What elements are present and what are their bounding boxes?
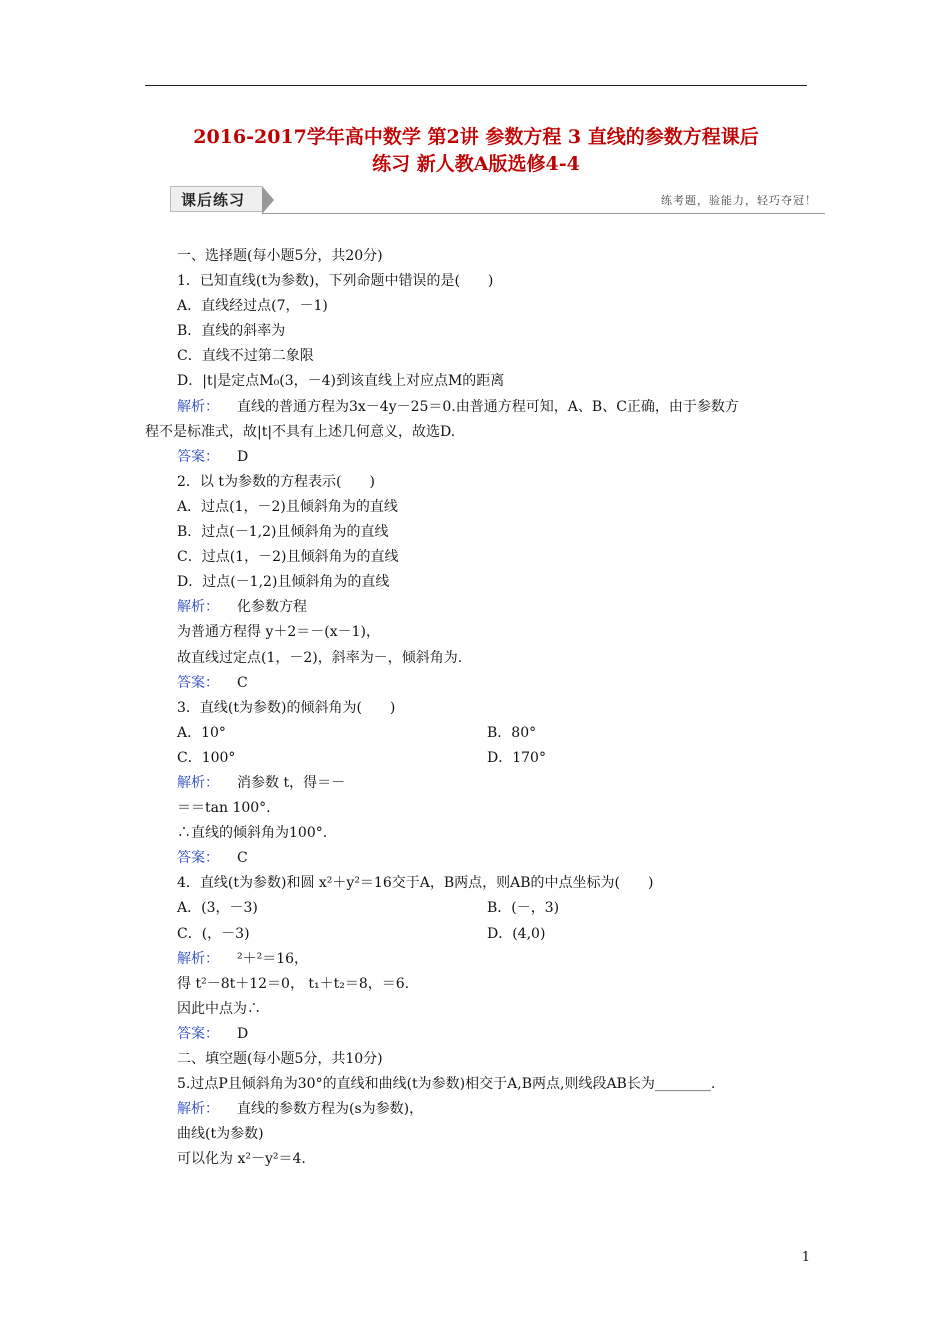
q5-analysis-3: 可以化为 x²－y²＝4.	[177, 1151, 306, 1168]
q2-analysis: 解析： 化参数方程	[177, 599, 307, 616]
q4-option-a: A．(3，－3)	[177, 900, 258, 917]
q2-analysis-2: 为普通方程得 y＋2＝－(x－1)，	[177, 624, 380, 641]
q3-option-b: B．80°	[487, 724, 537, 741]
q1-option-d: D．|t|是定点M₀(3，－4)到该直线上对应点M的距离	[177, 373, 505, 390]
banner-slogan: 练考题，验能力，轻巧夺冠！	[661, 194, 817, 207]
q3-option-a: A．10°	[177, 724, 226, 741]
exercise-content	[145, 244, 810, 1172]
q1-option-b: B．直线的斜率为	[177, 323, 286, 340]
q1-answer: 答案： D	[177, 448, 249, 465]
document-title	[140, 124, 812, 178]
q4-analysis-3: 因此中点为∴	[177, 1000, 261, 1017]
q4-options-row-2	[145, 922, 810, 947]
q5-analysis-2: 曲线(t为参数)	[177, 1126, 264, 1143]
banner-rule	[262, 213, 825, 214]
question-5: 5.过点P且倾斜角为30°的直线和曲线(t为参数)相交于A,B两点,则线段AB长为________.	[177, 1076, 716, 1093]
q2-option-b: B．过点(－1,2)且倾斜角为的直线	[177, 524, 389, 541]
banner-arrow-icon	[262, 186, 274, 214]
answer-label: 答案：	[177, 674, 219, 691]
answer-label: 答案：	[177, 448, 219, 465]
q3-options-row-1	[145, 721, 810, 746]
analysis-label: 解析：	[177, 774, 219, 791]
q3-analysis: 解析： 消参数 t，得＝－	[177, 774, 346, 791]
q5-analysis: 解析： 直线的参数方程为(s为参数)，	[177, 1101, 424, 1118]
q4-option-d: D．(4,0)	[487, 925, 546, 942]
analysis-label: 解析：	[177, 1101, 219, 1118]
q4-analysis: 解析： ²＋²＝16，	[177, 950, 309, 967]
analysis-label: 解析：	[177, 950, 219, 967]
q4-option-b: B．(－，3)	[487, 900, 560, 917]
section-heading-choice: 一、选择题(每小题5分，共20分)	[177, 248, 383, 264]
answer-label: 答案：	[177, 1025, 219, 1042]
q4-analysis-2: 得 t²－8t＋12＝0， t₁＋t₂＝8，＝6.	[177, 975, 410, 992]
q2-option-d: D．过点(－1,2)且倾斜角为的直线	[177, 574, 390, 591]
q4-answer: 答案： D	[177, 1025, 249, 1042]
q3-analysis-3: ∴直线的倾斜角为100°.	[177, 825, 328, 842]
page-number: 1	[801, 1250, 810, 1265]
q2-analysis-3: 故直线过定点(1，－2)，斜率为－，倾斜角为.	[177, 649, 463, 666]
question-1: 1．已知直线(t为参数)，下列命题中错误的是( )	[177, 273, 494, 290]
question-3: 3．直线(t为参数)的倾斜角为( )	[177, 699, 396, 716]
q2-answer: 答案： C	[177, 674, 248, 691]
analysis-label: 解析：	[177, 599, 219, 616]
section-heading-fill: 二、填空题(每小题5分，共10分)	[177, 1051, 383, 1067]
q1-analysis-cont: 程不是标准式，故|t|不具有上述几何意义，故选D.	[145, 423, 456, 440]
banner-label: 课后练习	[170, 186, 262, 212]
q4-option-c: C．(，－3)	[177, 925, 250, 942]
answer-label: 答案：	[177, 850, 219, 867]
q2-option-a: A．过点(1，－2)且倾斜角为的直线	[177, 498, 398, 515]
question-4: 4．直线(t为参数)和圆 x²＋y²＝16交于A，B两点，则AB的中点坐标为( )	[177, 875, 654, 892]
analysis-label: 解析：	[177, 398, 219, 415]
title-line-2: 练习 新人教A版选修4-4	[372, 153, 580, 175]
q3-option-d: D．170°	[487, 749, 546, 766]
q1-analysis: 解析： 直线的普通方程为3x－4y－25＝0.由普通方程可知，A、B、C正确，由于参数方	[177, 398, 739, 415]
q4-options-row-1	[145, 896, 810, 921]
question-2: 2．以 t为参数的方程表示( )	[177, 473, 375, 490]
title-line-1: 2016-2017学年高中数学 第2讲 参数方程 3 直线的参数方程课后	[193, 126, 759, 148]
q2-option-c: C．过点(1，－2)且倾斜角为的直线	[177, 549, 399, 566]
q1-option-a: A．直线经过点(7，－1)	[177, 298, 328, 315]
q3-option-c: C．100°	[177, 749, 236, 766]
header-rule	[145, 85, 807, 86]
q3-analysis-2: ＝＝tan 100°.	[177, 800, 271, 817]
q3-options-row-2	[145, 746, 810, 771]
q1-option-c: C．直线不过第二象限	[177, 348, 314, 365]
section-banner	[170, 186, 825, 214]
q3-answer: 答案： C	[177, 850, 248, 867]
